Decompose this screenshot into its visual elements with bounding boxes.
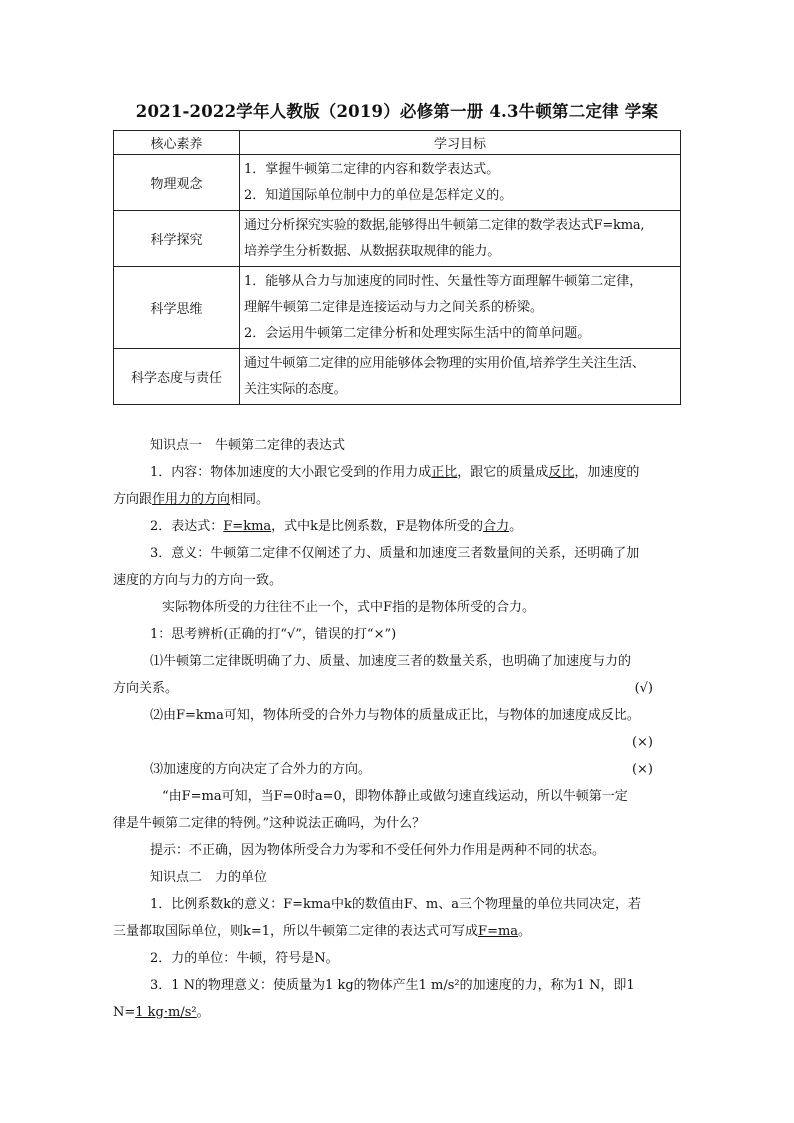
text: 1．内容：物体加速度的大小跟它受到的作用力成: [150, 465, 432, 480]
text: 。: [196, 1005, 210, 1020]
goal-cell: [240, 349, 681, 405]
question-paragraph-continued: 律是牛顿第二定律的特例。”这种说法正确吗，为什么？: [113, 816, 426, 831]
table-row: [114, 155, 681, 211]
exercise-item: ⑵由F=kma可知，物体所受的合外力与物体的质量成正比，与物体的加速度成反比。: [150, 708, 640, 723]
paragraph: 2．力的单位：牛顿，符号是N。: [150, 951, 339, 966]
goal-line: 通过分析探究实验的数据,能够得出牛顿第二定律的数学表达式F=kma,: [244, 217, 645, 233]
goal-line: 1．能够从合力与加速度的同时性、矢量性等方面理解牛顿第二定律，: [244, 273, 643, 289]
text: 方向关系。: [113, 681, 179, 696]
exercise-item: ⑴牛顿第二定律既明确了力、质量、加速度三者的数量关系，也明确了加速度与力的: [150, 654, 632, 669]
document-title: 2021-2022学年人教版（2019）必修第一册 4.3牛顿第二定律 学案: [135, 102, 659, 121]
question-paragraph: “由F=ma可知，当F=0时a=0，即物体静止或做匀速直线运动，所以牛顿第一定: [162, 789, 628, 804]
answer-mark: (×): [631, 762, 653, 777]
underlined-answer: 合力: [483, 519, 510, 534]
text: N=: [113, 1005, 136, 1020]
paragraph: 3．1 N的物理意义：使质量为1 kg的物体产生1 m/s²的加速度的力，称为1 N，即1: [150, 978, 635, 993]
goal-cell: [240, 267, 681, 349]
answer-mark: (√): [634, 681, 653, 696]
paragraph-continued: [113, 999, 683, 1026]
goal-cell: [240, 155, 681, 211]
exercise-item: [113, 756, 683, 783]
goal-line: 关注实际的态度。: [244, 381, 347, 397]
header-core-literacy: 核心素养: [114, 131, 240, 155]
paragraph: [113, 459, 683, 486]
paragraph-continued: [113, 918, 683, 945]
paragraph-continued: 速度的方向与力的方向一致。: [113, 573, 283, 588]
section1-heading: 知识点一 牛顿第二定律的表达式: [150, 438, 346, 453]
paragraph: 1．比例系数k的意义：F=kma中k的数值由F、m、a三个物理量的单位共同决定，若: [150, 897, 641, 912]
learning-goals-table: [113, 130, 681, 405]
category-cell: 科学思维: [114, 267, 240, 349]
goal-line: 1．掌握牛顿第二定律的内容和数学表达式。: [244, 161, 500, 177]
text: ，加速度的: [574, 465, 640, 480]
paragraph-continued: [113, 486, 683, 513]
goal-line: 培养学生分析数据、从数据获取规律的能力。: [244, 243, 501, 259]
body-text: [113, 432, 683, 1026]
goal-line: 通过牛顿第二定律的应用能够体会物理的实用价值,培养学生关注生活、: [244, 355, 645, 371]
category-cell: 物理观念: [114, 155, 240, 211]
text: 三量都取国际单位，则k=1，所以牛顿第二定律的表达式可写成: [113, 924, 479, 939]
text: 。: [509, 519, 523, 534]
table-row: [114, 211, 681, 267]
exercise-item-continued: [113, 675, 683, 702]
table-row: [114, 267, 681, 349]
text: 相同。: [230, 492, 270, 507]
underlined-formula: F=kma: [223, 519, 272, 534]
category-cell: 科学探究: [114, 211, 240, 267]
text: 方向跟: [113, 492, 153, 507]
underlined-answer: 正比: [431, 465, 458, 480]
underlined-formula: F=ma: [478, 924, 519, 939]
table-row: [114, 349, 681, 405]
goal-line: 2．会运用牛顿第二定律分析和处理实际生活中的简单问题。: [244, 325, 591, 341]
text: ⑶加速度的方向决定了合外力的方向。: [150, 762, 372, 777]
paragraph: 3．意义：牛顿第二定律不仅阐述了力、质量和加速度三者数量间的关系，还明确了加: [150, 546, 640, 561]
text: ，式中k是比例系数，F是物体所受的: [271, 519, 484, 534]
goal-cell: [240, 211, 681, 267]
text: 。: [518, 924, 532, 939]
category-cell: 科学态度与责任: [114, 349, 240, 405]
goal-line: 理解牛顿第二定律是连接运动与力之间关系的桥梁。: [244, 299, 544, 315]
underlined-answer: 反比: [548, 465, 575, 480]
hint-paragraph: 提示：不正确，因为物体所受合力为零和不受任何外力作用是两种不同的状态。: [150, 843, 606, 858]
paragraph: [113, 513, 683, 540]
goal-line: 2．知道国际单位制中力的单位是怎样定义的。: [244, 187, 513, 203]
exercise-heading: 1：思考辨析(正确的打“√”，错误的打“×”): [150, 627, 397, 642]
underlined-answer: 1 kg·m/s²: [135, 1005, 197, 1020]
text: ，跟它的质量成: [457, 465, 549, 480]
section2-heading: 知识点二 力的单位: [150, 870, 268, 885]
answer-mark: (×): [631, 735, 653, 750]
underlined-answer: 作用力的方向: [152, 492, 231, 507]
note-paragraph: 实际物体所受的力往往不止一个，式中F指的是物体所受的合力。: [162, 600, 536, 615]
header-learning-goals: 学习目标: [240, 131, 681, 155]
text: 2．表达式：: [150, 519, 224, 534]
table-header-row: [114, 131, 681, 155]
